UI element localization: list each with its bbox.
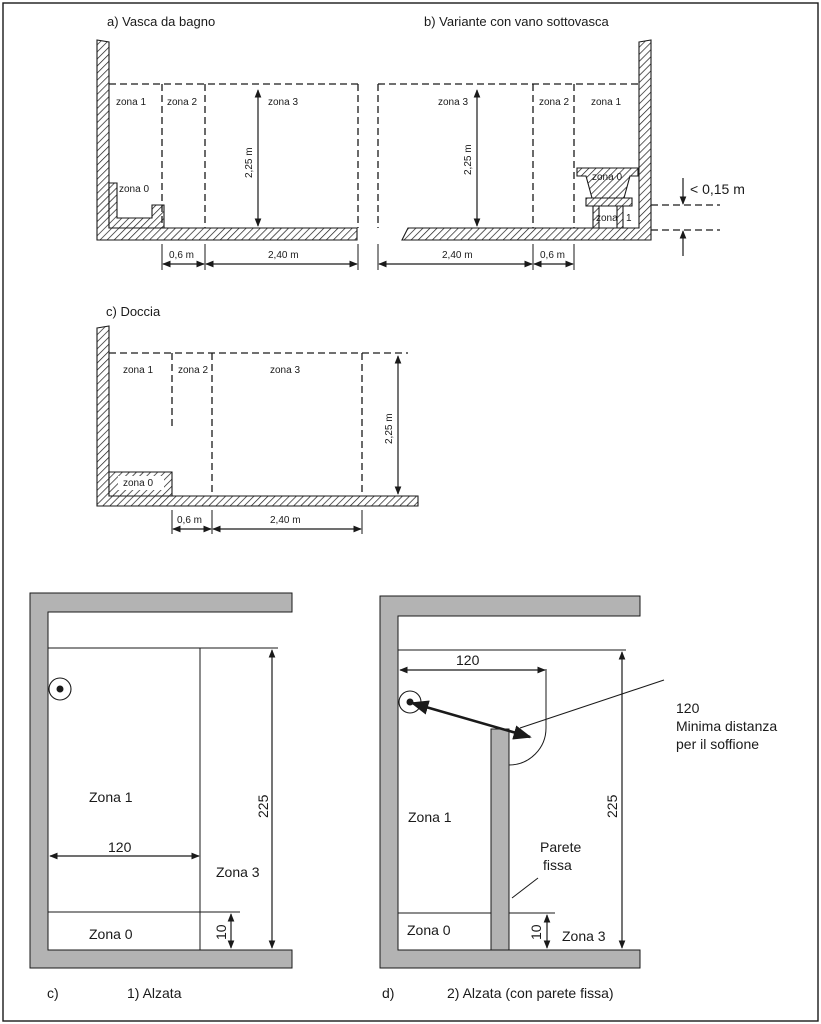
plan-1-zone3-label: Zona 3	[216, 864, 260, 880]
figure-b-zone1-under-b: 1	[626, 213, 632, 224]
figure-b-height-label: 2,25 m	[463, 144, 474, 175]
plan-1-height-label: 225	[255, 794, 271, 818]
plan-2-zone3-label: Zona 3	[562, 928, 606, 944]
plan-2-walls	[380, 596, 640, 968]
figure-b-zone1-label: zona 1	[591, 97, 622, 108]
figure-b-dim-large: 2,40 m	[442, 250, 473, 261]
figure-a-dim-small: 0,6 m	[169, 250, 195, 261]
outer-frame	[3, 3, 818, 1021]
figure-c-title: c) Doccia	[106, 304, 161, 319]
plan-2-alzata-parete-fissa	[380, 596, 777, 1001]
figure-c-dim-large: 2,40 m	[270, 515, 301, 526]
plan-2-zone1-label: Zona 1	[408, 809, 452, 825]
plan-2-width-label: 120	[456, 652, 480, 668]
figure-b-wall	[402, 40, 651, 240]
plan-2-fixed-wall	[491, 729, 509, 950]
figure-b-zone3-label: zona 3	[438, 97, 469, 108]
figure-c-height-label: 2,25 m	[384, 413, 395, 444]
figure-a-zone1-label: zona 1	[116, 97, 147, 108]
figure-a-zone3-label: zona 3	[268, 97, 299, 108]
figure-c-zone0-label: zona 0	[123, 478, 154, 489]
figure-b-clearance-label: < 0,15 m	[690, 181, 745, 197]
figure-b-title: b) Variante con vano sottovasca	[424, 14, 609, 29]
plan-2-door-swing	[509, 669, 546, 765]
figure-b-zone0-label: zona 0	[592, 172, 623, 183]
figure-a-height-label: 2,25 m	[244, 147, 255, 178]
figure-c-zone2-label: zona 2	[178, 365, 209, 376]
plan-1-letter: c)	[47, 985, 59, 1001]
figure-c-zone3-label: zona 3	[270, 365, 301, 376]
plan-2-note-line-b: per il soffione	[676, 736, 760, 752]
plan-1-alzata	[30, 593, 292, 1001]
figure-a-bathtub	[97, 14, 358, 270]
figure-c-dim-small: 0,6 m	[177, 515, 203, 526]
plan-2-wall-label-a: Parete	[540, 839, 582, 855]
figure-a-wall	[97, 40, 357, 240]
plan-1-zone1-label: Zona 1	[89, 789, 133, 805]
figure-a-zone2-label: zona 2	[167, 97, 198, 108]
figure-b-dim-small: 0,6 m	[540, 250, 566, 261]
plan-1-base-label: 10	[213, 924, 229, 940]
figure-b-bathtub-variant	[378, 14, 745, 270]
figure-b-zone2-label: zona 2	[539, 97, 570, 108]
plan-1-zone0-label: Zona 0	[89, 926, 133, 942]
plan-1-caption: 1) Alzata	[127, 985, 182, 1001]
plan-2-zone0-label: Zona 0	[407, 922, 451, 938]
plan-2-caption: 2) Alzata (con parete fissa)	[447, 985, 614, 1001]
plan-2-wall-label-b: fissa	[543, 857, 572, 873]
plan-2-note-value: 120	[676, 700, 700, 716]
figure-b-zone1-under-a: zona	[596, 213, 618, 224]
plan-1-width-label: 120	[108, 839, 132, 855]
plan-2-height-label: 225	[604, 794, 620, 818]
plan-2-note-line-a: Minima distanza	[676, 718, 778, 734]
figure-a-title: a) Vasca da bagno	[107, 14, 216, 29]
figure-a-dim-large: 2,40 m	[268, 250, 299, 261]
figure-a-zone0-label: zona 0	[119, 184, 150, 195]
plan-2-base-label: 10	[528, 924, 544, 940]
plan-2-letter: d)	[382, 985, 395, 1001]
figure-c-zone1-label: zona 1	[123, 365, 154, 376]
figure-c-shower	[97, 304, 418, 534]
